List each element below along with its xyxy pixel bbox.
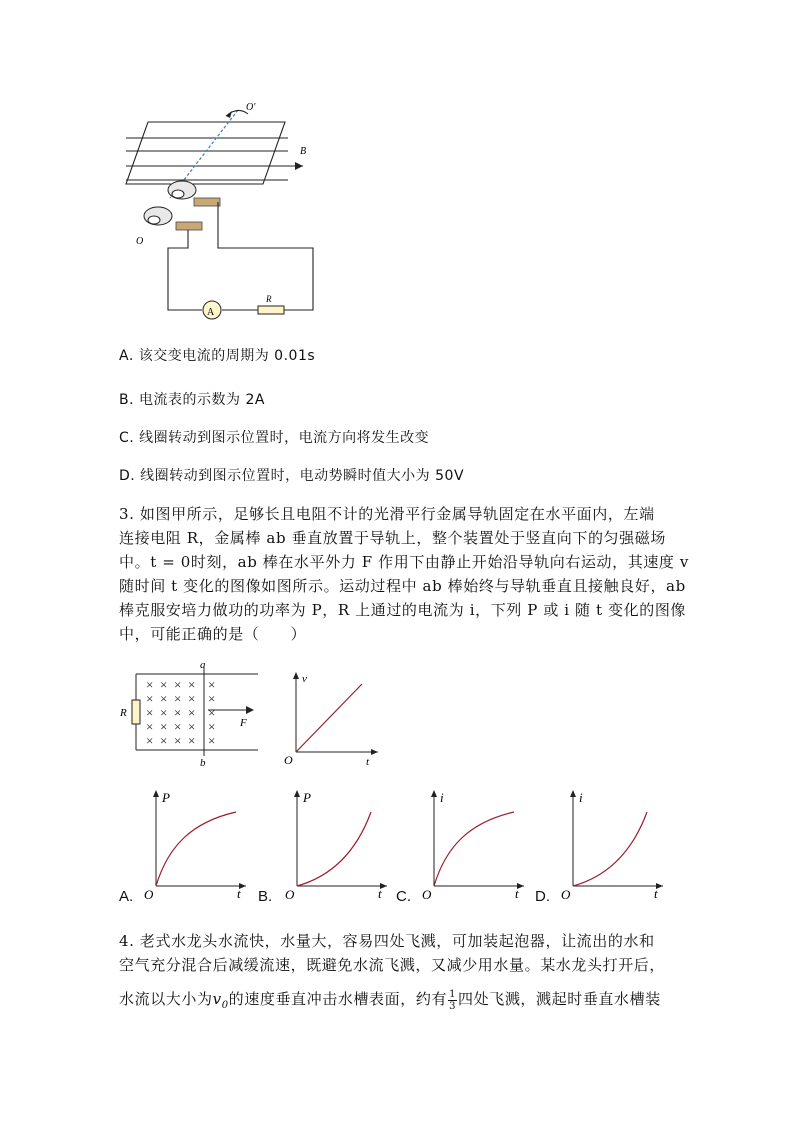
field-mark: × bbox=[208, 733, 216, 748]
choice-graph-d bbox=[559, 786, 669, 901]
field-mark: × bbox=[174, 691, 182, 706]
graph-a-xlabel: t bbox=[237, 886, 241, 901]
curve-concave bbox=[434, 812, 514, 886]
field-mark: × bbox=[188, 719, 196, 734]
curve-concave bbox=[156, 812, 236, 886]
q4-line3-mid: 的速度垂直冲击水槽表面，约有 bbox=[228, 990, 448, 1008]
field-mark: × bbox=[160, 733, 168, 748]
q3-line-6: 中，可能正确的是（ ） bbox=[119, 625, 307, 643]
q3-line-2: 连接电阻 R，金属棒 ab 垂直放置于导轨上，整个装置处于竖直向下的匀强磁场 bbox=[119, 529, 666, 547]
field-mark: × bbox=[160, 705, 168, 720]
graph-d-origin: O bbox=[561, 887, 571, 901]
vt-graph bbox=[282, 668, 382, 768]
field-mark: × bbox=[174, 705, 182, 720]
v0-letter: v bbox=[212, 990, 222, 1008]
q3-line-1: 3. 如图甲所示，足够长且电阻不计的光滑平行金属导轨固定在水平面内，左端 bbox=[119, 505, 655, 523]
field-mark: × bbox=[146, 719, 154, 734]
field-mark: × bbox=[146, 705, 154, 720]
graph-a-ylabel: P bbox=[162, 790, 170, 805]
graph-c-xlabel: t bbox=[515, 886, 519, 901]
q4-line3-before: 水流以大小为 bbox=[119, 990, 213, 1008]
q4-line-3 bbox=[119, 988, 661, 1012]
choice-graph-b bbox=[283, 786, 393, 901]
graph-b-origin: O bbox=[285, 887, 295, 901]
choice-b-letter: B. bbox=[258, 888, 273, 905]
v0-symbol bbox=[212, 990, 229, 1011]
field-mark: × bbox=[160, 691, 168, 706]
choice-graph-c bbox=[420, 786, 530, 901]
field-mark: × bbox=[160, 677, 168, 692]
field-mark: × bbox=[174, 733, 182, 748]
choice-d-letter: D. bbox=[535, 888, 550, 905]
rail-label-F: F bbox=[240, 717, 247, 729]
field-mark: × bbox=[146, 677, 154, 692]
q2-option-a: A. 该交变电流的周期为 0.01s bbox=[119, 348, 316, 364]
choice-graph-a bbox=[142, 786, 252, 901]
field-mark: × bbox=[174, 719, 182, 734]
graph-b-xlabel: t bbox=[378, 886, 382, 901]
q4-line-1: 4. 老式水龙头水流快，水量大，容易四处飞溅，可加装起泡器，让流出的水和 bbox=[119, 932, 655, 950]
resistor-label: R bbox=[266, 294, 272, 304]
field-mark: × bbox=[146, 691, 154, 706]
q2-option-d: D. 线圈转动到图示位置时，电动势瞬时值大小为 50V bbox=[119, 468, 465, 484]
field-mark: × bbox=[188, 691, 196, 706]
curve-convex bbox=[573, 812, 647, 886]
field-mark: × bbox=[188, 677, 196, 692]
rail-label-b: b bbox=[200, 757, 206, 769]
graph-d-xlabel: t bbox=[654, 886, 658, 901]
ammeter-label: A bbox=[207, 307, 215, 318]
axis-top-label: O′ bbox=[246, 102, 256, 113]
field-mark: × bbox=[160, 719, 168, 734]
q4-line-2: 空气充分混合后减缓流速，既避免水流飞溅，又减少用水量。某水龙头打开后， bbox=[119, 956, 666, 974]
field-mark: × bbox=[208, 691, 216, 706]
field-mark: × bbox=[174, 677, 182, 692]
vt-xlabel: t bbox=[366, 756, 370, 768]
field-mark: × bbox=[208, 705, 216, 720]
q3-line-4: 随时间 t 变化的图像如图所示。运动过程中 ab 棒始终与导轨垂直且接触良好，ab bbox=[119, 577, 686, 595]
rail-label-R: R bbox=[120, 707, 127, 719]
field-mark: × bbox=[188, 733, 196, 748]
field-label: B bbox=[300, 146, 307, 157]
axis-bottom-label: O bbox=[136, 236, 144, 247]
rails-figure bbox=[116, 660, 266, 770]
fraction-one-third bbox=[448, 989, 457, 1012]
graph-c-ylabel: i bbox=[440, 790, 444, 805]
vt-origin: O bbox=[284, 753, 293, 767]
graph-a-origin: O bbox=[144, 887, 154, 901]
q3-line-3: 中。t = 0时刻，ab 棒在水平外力 F 作用下由静止开始沿导轨向右运动，其速度 v bbox=[119, 553, 689, 571]
field-mark: × bbox=[208, 719, 216, 734]
graph-b-ylabel: P bbox=[303, 790, 311, 805]
field-mark: × bbox=[208, 677, 216, 692]
fraction-numerator: 1 bbox=[449, 988, 457, 1000]
v0-subscript: 0 bbox=[221, 1000, 229, 1011]
graph-d-ylabel: i bbox=[579, 790, 583, 805]
q2-option-b: B. 电流表的示数为 2A bbox=[119, 392, 265, 408]
choice-a-letter: A. bbox=[119, 888, 134, 905]
vt-ylabel: v bbox=[302, 673, 307, 685]
choice-c-letter: C. bbox=[396, 888, 411, 905]
field-mark: × bbox=[188, 705, 196, 720]
curve-convex bbox=[297, 812, 371, 886]
rail-label-a: a bbox=[200, 660, 206, 671]
generator-figure bbox=[118, 98, 328, 326]
q3-line-5: 棒克服安培力做功的功率为 P，R 上通过的电流为 i，下列 P 或 i 随 t 变化的图像 bbox=[119, 601, 687, 619]
q2-option-c: C. 线圈转动到图示位置时，电流方向将发生改变 bbox=[119, 430, 430, 446]
field-mark: × bbox=[146, 733, 154, 748]
vt-line bbox=[296, 684, 362, 752]
q4-line3-after: 四处飞溅，溅起时垂直水槽装 bbox=[458, 990, 661, 1008]
graph-c-origin: O bbox=[422, 887, 432, 901]
fraction-denominator: 3 bbox=[449, 1000, 457, 1012]
